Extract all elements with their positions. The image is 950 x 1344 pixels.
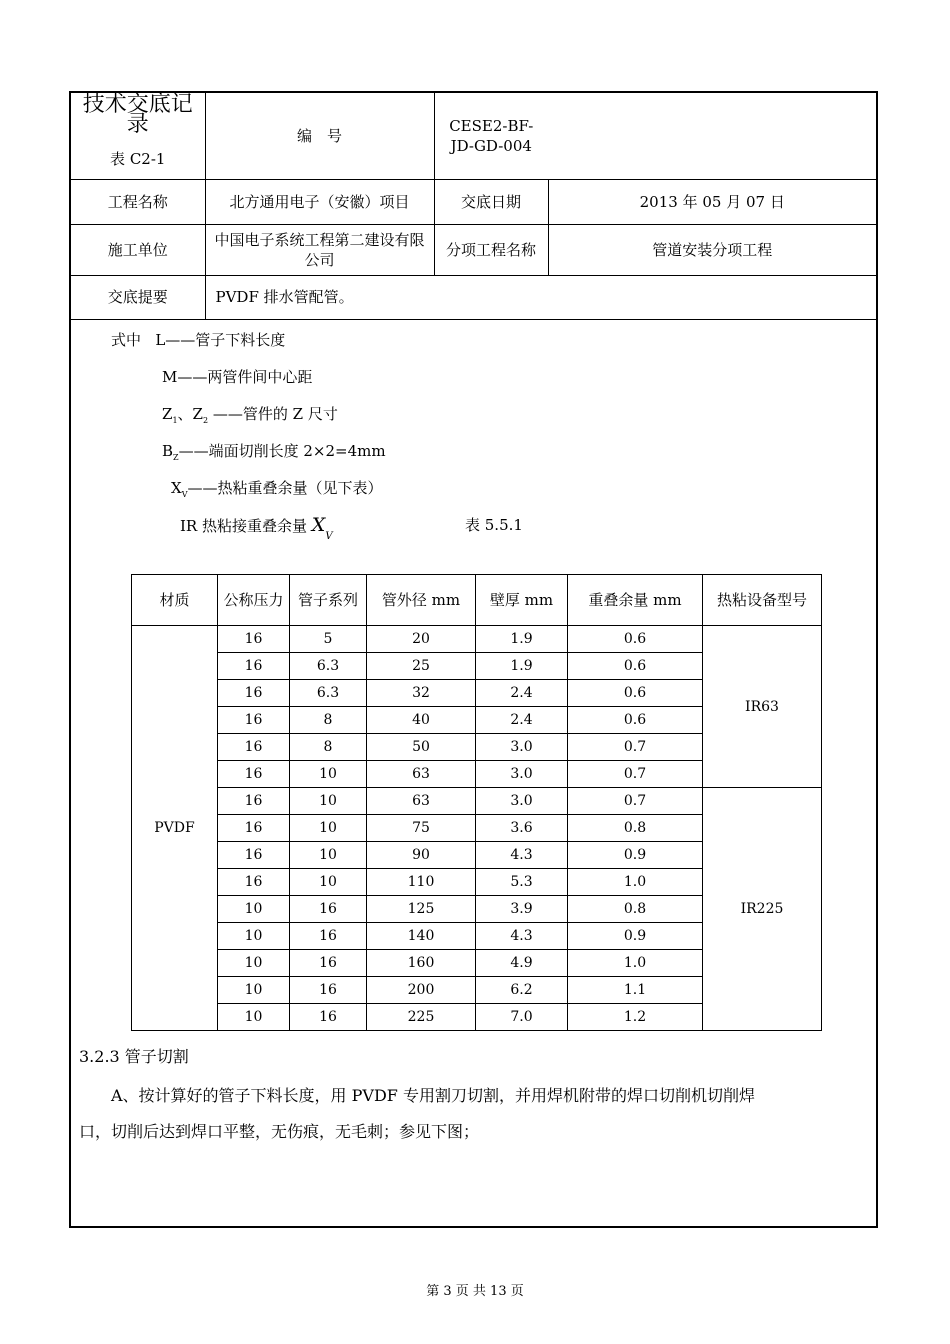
od-cell: 200 (367, 977, 476, 1004)
wall-cell: 4.9 (476, 950, 568, 977)
od-cell: 40 (367, 707, 476, 734)
col-header-device: 热粘设备型号 (703, 575, 822, 626)
pressure-cell: 16 (218, 653, 290, 680)
contractor-value: 中国电子系统工程第二建设有限公司 (205, 224, 434, 275)
page-title: 技术交底记录 (82, 91, 193, 137)
z2-sub: 2 (202, 416, 209, 425)
overlap-cell: 0.9 (568, 842, 703, 869)
pressure-cell: 16 (218, 734, 290, 761)
series-cell: 10 (290, 761, 367, 788)
overlap-cell: 0.6 (568, 707, 703, 734)
pressure-cell: 16 (218, 761, 290, 788)
para-line-1: A、按计算好的管子下料长度，用 PVDF 专用割刀切割，并用焊机附带的焊口切削机切削焊 (111, 1086, 755, 1105)
b-letter: B (162, 442, 174, 460)
overlap-cell: 1.1 (568, 977, 703, 1004)
series-cell: 10 (290, 842, 367, 869)
subproject-value: 管道安装分项工程 (548, 224, 876, 275)
wall-cell: 3.0 (476, 788, 568, 815)
wall-cell: 7.0 (476, 1004, 568, 1031)
table-row (132, 788, 822, 815)
z-def: ——管件的 Z 尺寸 (212, 405, 338, 423)
od-cell: 140 (367, 923, 476, 950)
x-letter: X (171, 479, 182, 497)
series-cell: 16 (290, 1004, 367, 1031)
overlap-cell: 1.0 (568, 869, 703, 896)
wall-cell: 1.9 (476, 626, 568, 653)
od-cell: 20 (367, 626, 476, 653)
wall-cell: 5.3 (476, 869, 568, 896)
x-def: ——热粘重叠余量（见下表） (187, 479, 383, 497)
overlap-cell: 0.8 (568, 815, 703, 842)
device-cell: IR225 (703, 788, 822, 1031)
formula-l-line (111, 329, 285, 350)
section-paragraph (79, 1078, 874, 1150)
z1-sub: 1 (172, 416, 178, 425)
col-header-series: 管子系列 (290, 575, 367, 626)
overlap-cell: 1.0 (568, 950, 703, 977)
series-cell: 6.3 (290, 680, 367, 707)
overlap-cell: 0.6 (568, 680, 703, 707)
wall-cell: 1.9 (476, 653, 568, 680)
pressure-cell: 10 (218, 950, 290, 977)
summary-value: PVDF 排水管配管。 (205, 275, 876, 319)
series-cell: 10 (290, 815, 367, 842)
wall-cell: 2.4 (476, 707, 568, 734)
wall-cell: 3.0 (476, 761, 568, 788)
series-cell: 10 (290, 869, 367, 896)
table-row (132, 626, 822, 653)
od-cell: 63 (367, 761, 476, 788)
project-label: 工程名称 (71, 179, 205, 224)
pressure-cell: 16 (218, 626, 290, 653)
material-cell: PVDF (132, 626, 218, 1031)
overlap-cell: 0.8 (568, 896, 703, 923)
wall-cell: 3.9 (476, 896, 568, 923)
z-letter-2: Z (192, 405, 203, 423)
form-number: 表 C2-1 (110, 149, 166, 168)
pressure-cell: 16 (218, 869, 290, 896)
od-cell: 160 (367, 950, 476, 977)
formula-z-line (162, 403, 338, 425)
date-value: 2013 年 05 月 07 日 (548, 179, 876, 224)
project-value: 北方通用电子（安徽）项目 (205, 179, 434, 224)
od-cell: 32 (367, 680, 476, 707)
formula-m-def: M——两管件间中心距 (162, 368, 313, 386)
overlap-cell: 0.7 (568, 761, 703, 788)
col-header-overlap: 重叠余量 mm (568, 575, 703, 626)
b-def: ——端面切削长度 2×2=4mm (178, 442, 386, 460)
od-cell: 25 (367, 653, 476, 680)
series-cell: 6.3 (290, 653, 367, 680)
header-table (71, 93, 876, 320)
od-cell: 75 (367, 815, 476, 842)
od-cell: 125 (367, 896, 476, 923)
od-cell: 225 (367, 1004, 476, 1031)
table-caption-text: IR 热粘接重叠余量 (180, 517, 307, 535)
pressure-cell: 10 (218, 896, 290, 923)
col-header-wall: 壁厚 mm (476, 575, 568, 626)
series-cell: 16 (290, 977, 367, 1004)
col-header-material: 材质 (132, 575, 218, 626)
table-caption (180, 514, 333, 542)
overlap-allowance-table (131, 574, 822, 1031)
overlap-cell: 0.6 (568, 626, 703, 653)
series-cell: 16 (290, 896, 367, 923)
formula-intro: 式中 (111, 331, 142, 349)
table-caption-v: V (325, 531, 333, 542)
device-cell: IR63 (703, 626, 822, 788)
wall-cell: 6.2 (476, 977, 568, 1004)
od-cell: 50 (367, 734, 476, 761)
number-value: CESE2-BF-JD-GD-004 (434, 93, 548, 179)
overlap-cell: 0.9 (568, 923, 703, 950)
series-cell: 5 (290, 626, 367, 653)
para-line-2: 口，切削后达到焊口平整，无伤痕，无毛刺；参见下图； (79, 1122, 480, 1141)
table-number: 表 5.5.1 (465, 516, 523, 534)
overlap-cell: 0.7 (568, 788, 703, 815)
z-sep: 、 (177, 405, 193, 423)
wall-cell: 2.4 (476, 680, 568, 707)
formula-x-line (171, 477, 382, 499)
z-letter: Z (162, 405, 173, 423)
section-heading: 3.2.3 管子切割 (79, 1047, 189, 1066)
b-sub: Z (173, 453, 179, 462)
summary-label: 交底提要 (71, 275, 205, 319)
wall-cell: 4.3 (476, 923, 568, 950)
record-form-frame (69, 91, 878, 1228)
table-caption-x: X (311, 514, 326, 536)
pressure-cell: 10 (218, 923, 290, 950)
formula-b-line (162, 440, 386, 462)
series-cell: 8 (290, 734, 367, 761)
series-cell: 16 (290, 923, 367, 950)
wall-cell: 4.3 (476, 842, 568, 869)
col-header-pressure: 公称压力 (218, 575, 290, 626)
title-cell (71, 93, 205, 179)
subproject-label: 分项工程名称 (434, 224, 548, 275)
od-cell: 110 (367, 869, 476, 896)
pressure-cell: 16 (218, 788, 290, 815)
pressure-cell: 16 (218, 815, 290, 842)
series-cell: 16 (290, 950, 367, 977)
overlap-cell: 0.7 (568, 734, 703, 761)
series-cell: 10 (290, 788, 367, 815)
pressure-cell: 16 (218, 707, 290, 734)
contractor-label: 施工单位 (71, 224, 205, 275)
series-cell: 8 (290, 707, 367, 734)
pressure-cell: 10 (218, 977, 290, 1004)
overlap-cell: 0.6 (568, 653, 703, 680)
wall-cell: 3.6 (476, 815, 568, 842)
formula-l-def: L——管子下料长度 (155, 331, 286, 349)
pressure-cell: 16 (218, 680, 290, 707)
col-header-od: 管外径 mm (367, 575, 476, 626)
overlap-cell: 1.2 (568, 1004, 703, 1031)
date-label: 交底日期 (434, 179, 548, 224)
od-cell: 63 (367, 788, 476, 815)
number-label: 编 号 (205, 93, 434, 179)
page-footer: 第 3 页 共 13 页 (426, 1284, 524, 1299)
x-sub: V (181, 490, 188, 499)
pressure-cell: 10 (218, 1004, 290, 1031)
od-cell: 90 (367, 842, 476, 869)
pressure-cell: 16 (218, 842, 290, 869)
wall-cell: 3.0 (476, 734, 568, 761)
